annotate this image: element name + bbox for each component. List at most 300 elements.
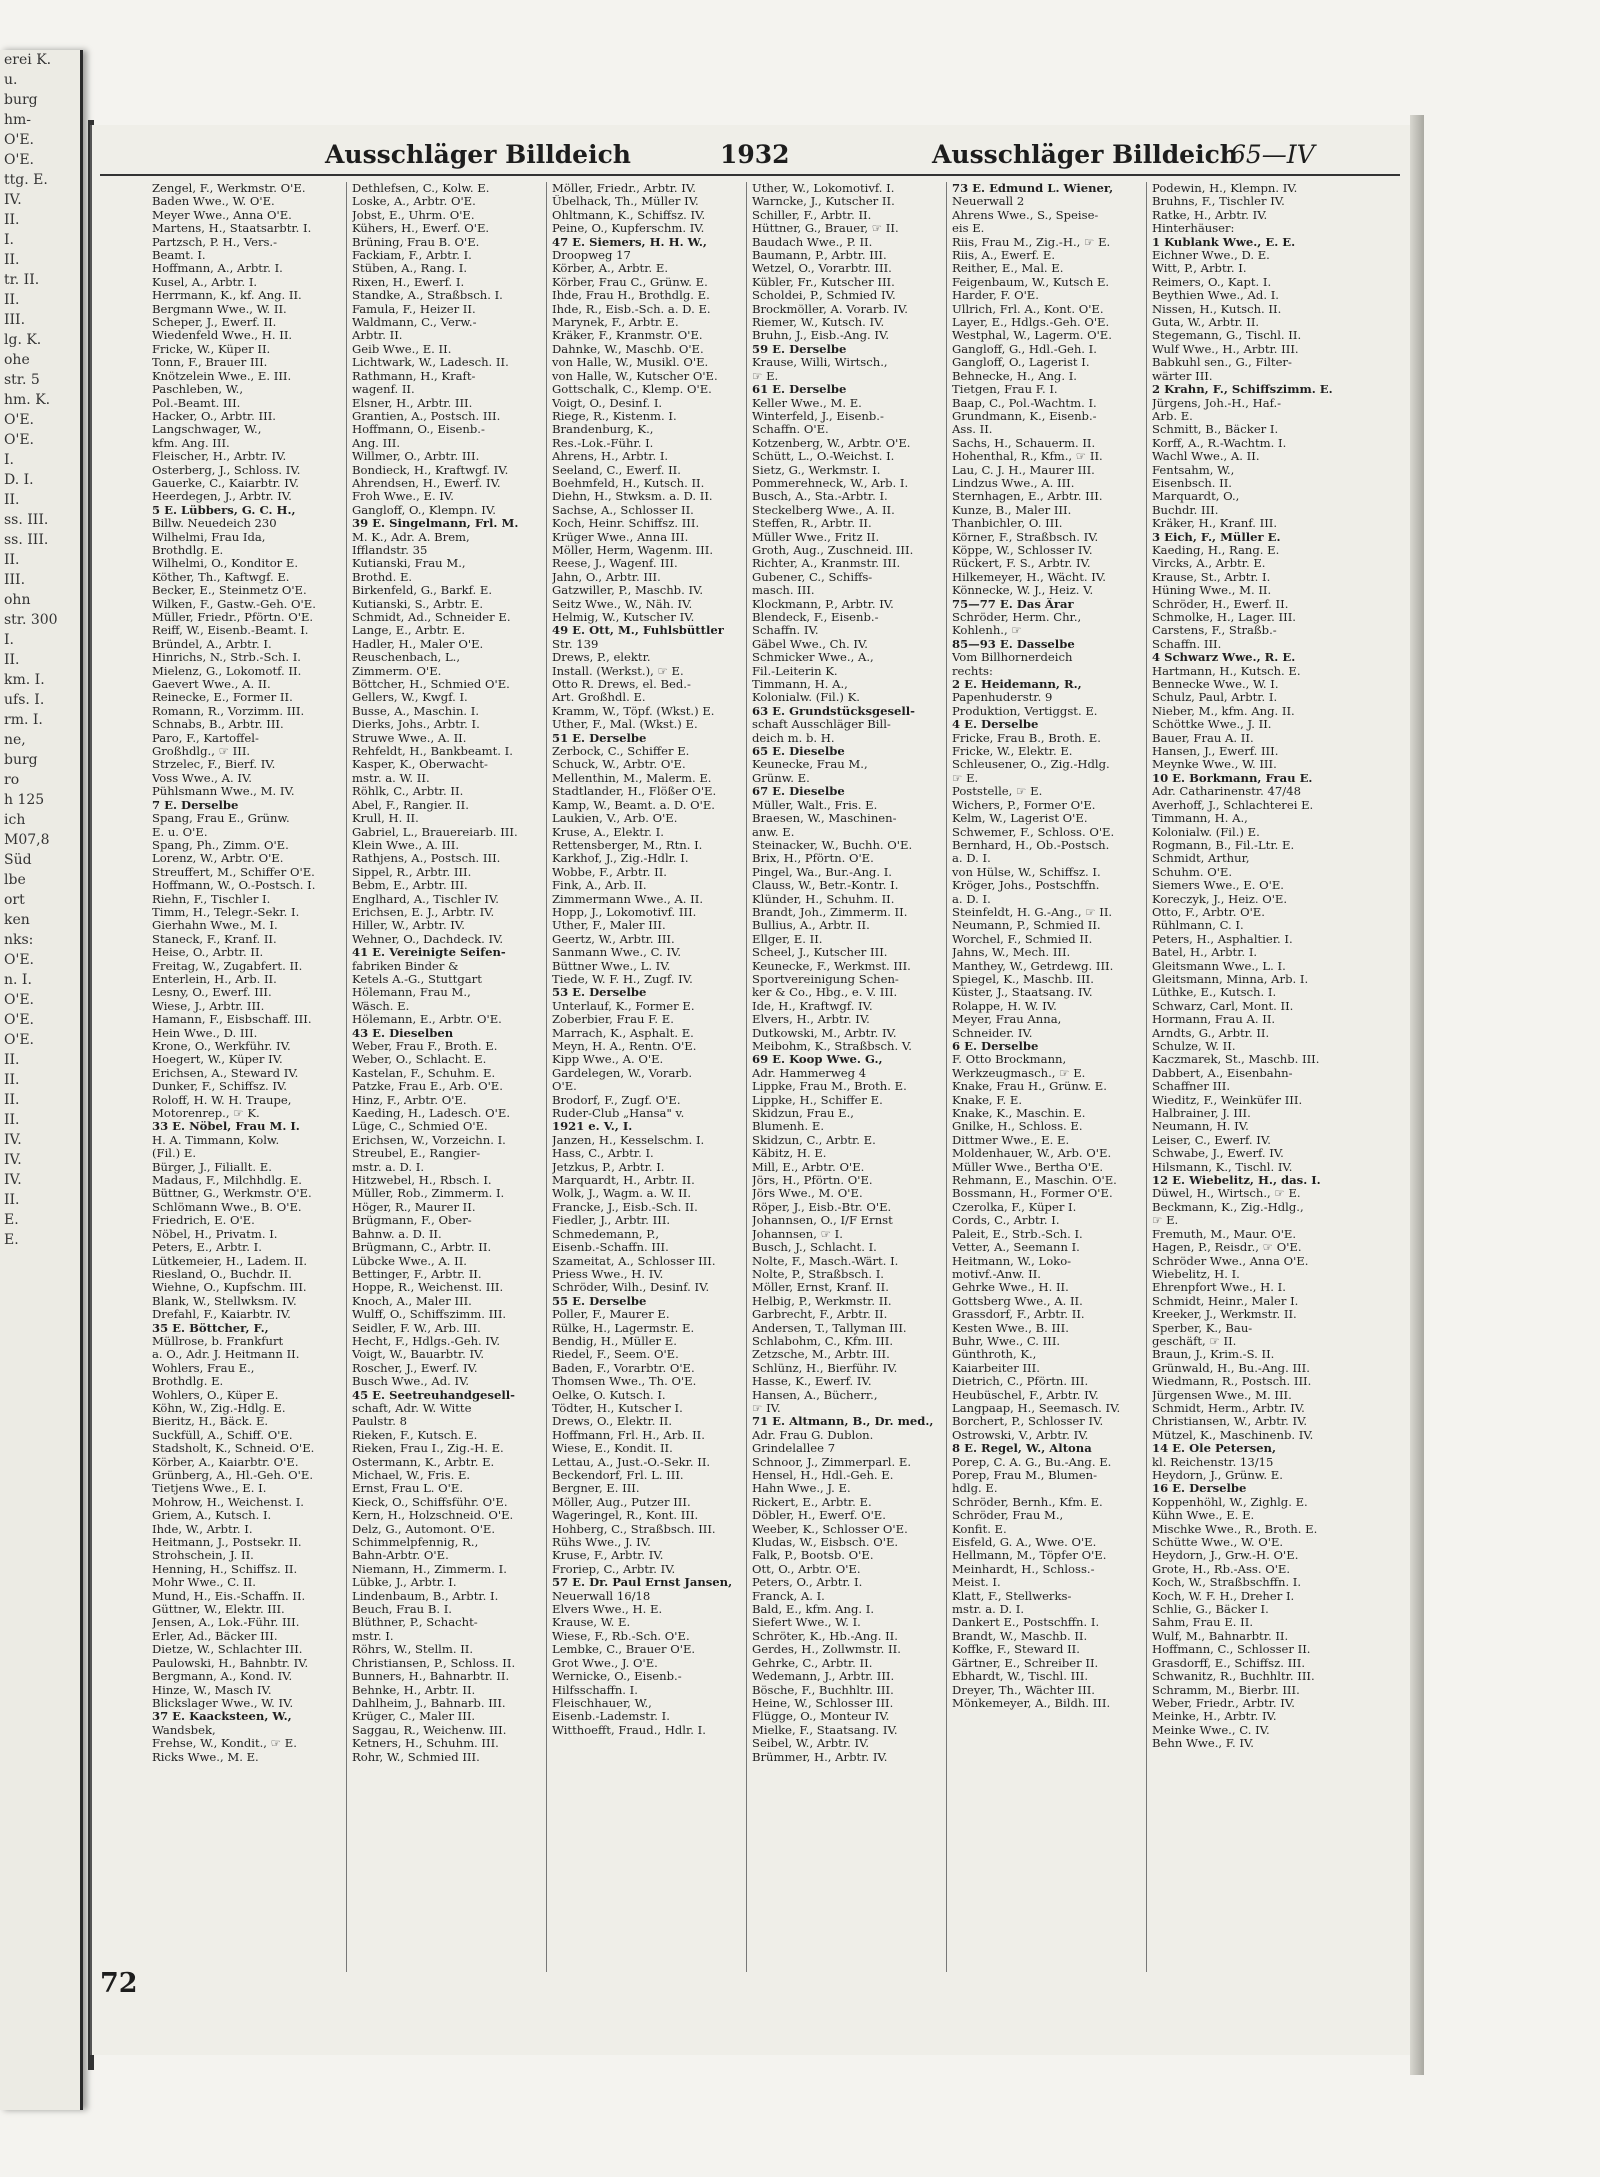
directory-entry: Nissen, H., Kutsch. II. bbox=[1152, 302, 1282, 316]
directory-entry: Scheel, J., Kutscher III. bbox=[752, 946, 888, 960]
directory-entry: Seidler, F. W., Arb. III. bbox=[352, 1321, 481, 1335]
previous-page-fragment: erei K. bbox=[4, 52, 52, 68]
directory-entry: Ketners, H., Schuhm. III. bbox=[352, 1737, 499, 1751]
previous-page-fragment: I. bbox=[4, 632, 14, 648]
directory-entry: Wandsbek, bbox=[152, 1723, 216, 1737]
directory-entry: Ide, H., Kraftwgf. IV. bbox=[752, 999, 873, 1013]
directory-entry: Wulf, M., Bahnarbtr. II. bbox=[1152, 1629, 1289, 1643]
directory-entry: 67 E. Dieselbe bbox=[752, 785, 845, 799]
directory-entry: Erler, Ad., Bäcker III. bbox=[152, 1629, 278, 1643]
directory-entry: Knake, F. E. bbox=[952, 1093, 1023, 1107]
previous-page-fragment: lbe bbox=[4, 872, 26, 888]
directory-entry: Klockmann, P., Arbtr. IV. bbox=[752, 597, 894, 611]
directory-entry: Uther, W., Lokomotivf. I. bbox=[752, 182, 895, 195]
directory-entry: Meinhardt, H., Schloss.- bbox=[952, 1562, 1095, 1576]
previous-page-fragment: IV. bbox=[4, 1132, 22, 1148]
directory-entry: Röhrs, W., Stellm. II. bbox=[352, 1643, 474, 1657]
directory-entry: Birkenfeld, G., Barkf. E. bbox=[352, 584, 493, 598]
directory-entry: Roscher, J., Ewerf. IV. bbox=[352, 1361, 478, 1375]
previous-page-fragment: ss. III. bbox=[4, 532, 49, 548]
directory-entry: Rühlmann, C. I. bbox=[1152, 919, 1244, 933]
directory-entry: Eisenb.-Schaffn. III. bbox=[552, 1241, 669, 1255]
directory-entry: anw. E. bbox=[752, 825, 795, 839]
directory-entry: Vetter, A., Seemann I. bbox=[952, 1241, 1080, 1255]
directory-entry: Jörs, H., Pförtn. O'E. bbox=[752, 1174, 873, 1188]
directory-entry: Gellers, W., Kwgf. I. bbox=[352, 691, 468, 705]
directory-entry: Romann, R., Vorzimm. III. bbox=[152, 704, 305, 718]
directory-entry: ☞ IV. bbox=[752, 1401, 781, 1415]
directory-entry: Reuschenbach, L., bbox=[352, 651, 461, 665]
directory-entry: Hilsmann, K., Tischl. IV. bbox=[1152, 1160, 1293, 1174]
directory-entry: Baden, F., Vorarbtr. O'E. bbox=[552, 1361, 695, 1375]
directory-entry: Priess Wwe., H. IV. bbox=[552, 1267, 664, 1281]
directory-entry: Drews, P., elektr. bbox=[552, 651, 651, 665]
directory-entry: Averhoff, J., Schlachterei E. bbox=[1152, 798, 1314, 812]
directory-entry: Boehmfeld, H., Kutsch. II. bbox=[552, 476, 705, 490]
directory-entry: Bunners, H., Bahnarbtr. II. bbox=[352, 1670, 510, 1684]
directory-entry: Köppe, W., Schlosser IV. bbox=[952, 543, 1093, 557]
directory-entry: Nolte, P., Straßbsch. I. bbox=[752, 1267, 884, 1281]
directory-entry: Mönkemeyer, A., Bildh. III. bbox=[952, 1696, 1111, 1710]
directory-entry: Kräker, F., Kranmstr. O'E. bbox=[552, 329, 703, 343]
directory-entry: Enterlein, H., Arb. II. bbox=[152, 972, 277, 986]
directory-entry: 7 E. Derselbe bbox=[152, 798, 239, 812]
directory-entry: Bürger, J., Filiallt. E. bbox=[152, 1160, 272, 1174]
previous-page-fragment: O'E. bbox=[4, 952, 34, 968]
directory-entry: Brothdlg. E. bbox=[152, 543, 224, 557]
directory-entry: Elvers, H., Arbtr. IV. bbox=[752, 1013, 870, 1027]
directory-entry: kfm. Ang. III. bbox=[152, 436, 230, 450]
previous-page-fragment: O'E. bbox=[4, 412, 34, 428]
header-street-right: Ausschläger Billdeich bbox=[932, 140, 1238, 169]
directory-entry: Schlie, G., Bäcker I. bbox=[1152, 1603, 1269, 1617]
directory-entry: Porep, Frau M., Blumen- bbox=[952, 1469, 1098, 1482]
directory-entry: Streuffert, M., Schiffer O'E. bbox=[152, 865, 315, 879]
directory-entry: Ullrich, Frl. A., Kont. O'E. bbox=[952, 302, 1104, 316]
directory-entry: Michael, W., Fris. E. bbox=[352, 1469, 471, 1482]
directory-entry: Warncke, J., Kutscher II. bbox=[752, 195, 895, 209]
directory-entry: Köther, Th., Kaftwgf. E. bbox=[152, 570, 290, 584]
directory-entry: Gärtner, E., Schreiber II. bbox=[952, 1656, 1099, 1670]
directory-entry: Kaczmarek, St., Maschb. III. bbox=[1152, 1053, 1320, 1067]
directory-entry: Thanbichler, O. III. bbox=[952, 517, 1063, 531]
directory-entry: Brix, H., Pförtn. O'E. bbox=[752, 852, 874, 866]
directory-entry: Lüthke, E., Kutsch. I. bbox=[1152, 986, 1277, 1000]
directory-entry: rechts: bbox=[952, 664, 993, 678]
directory-column-4 bbox=[752, 182, 940, 1972]
directory-entry: Rogmann, B., Fil.-Ltr. E. bbox=[1152, 838, 1295, 852]
previous-page-fragment: n. I. bbox=[4, 972, 32, 988]
directory-entry: Schaffn. III. bbox=[1152, 637, 1222, 651]
directory-entry: Dahnke, W., Maschb. O'E. bbox=[552, 342, 704, 356]
directory-entry: Marquardt, O., bbox=[1152, 490, 1240, 504]
directory-entry: Paleit, E., Strb.-Sch. I. bbox=[952, 1227, 1083, 1241]
directory-entry: Lau, C. J. H., Maurer III. bbox=[952, 463, 1095, 477]
directory-entry: Körber, A., Arbtr. E. bbox=[552, 262, 669, 276]
directory-entry: Bösche, F., Buchhltr. III. bbox=[752, 1683, 894, 1697]
page-right-edge bbox=[1410, 115, 1424, 2075]
directory-entry: Schimmelpfennig, R., bbox=[352, 1536, 479, 1550]
directory-entry: Peters, H., Asphaltier. I. bbox=[1152, 932, 1293, 946]
directory-entry: Delz, G., Automont. O'E. bbox=[352, 1522, 496, 1536]
directory-entry: Rülke, H., Lagermstr. E. bbox=[552, 1321, 695, 1335]
directory-entry: Gnilke, H., Schloss. E. bbox=[952, 1120, 1083, 1134]
directory-column-6 bbox=[1152, 182, 1340, 1972]
previous-page-fragment: ohe bbox=[4, 352, 30, 368]
directory-entry: Riesland, O., Buchdr. II. bbox=[152, 1267, 292, 1281]
directory-entry: Hartmann, H., Kutsch. E. bbox=[1152, 664, 1301, 678]
directory-entry: Hinze, W., Masch IV. bbox=[152, 1683, 272, 1697]
directory-entry: Poller, F., Maurer E. bbox=[552, 1308, 670, 1322]
directory-entry: Peine, O., Kupferschm. IV. bbox=[552, 222, 705, 236]
previous-page-fragment: II. bbox=[4, 492, 20, 508]
directory-entry: Beuch, Frau B. I. bbox=[352, 1603, 452, 1617]
directory-entry: Schneider. IV. bbox=[952, 1026, 1033, 1040]
directory-entry: Rohr, W., Schmied III. bbox=[352, 1750, 480, 1764]
directory-entry: Kaeding, H., Rang. E. bbox=[1152, 543, 1280, 557]
directory-entry: Langpaap, H., Seemasch. IV. bbox=[952, 1401, 1121, 1415]
previous-page-fragment: ufs. I. bbox=[4, 692, 45, 708]
directory-entry: Sportvereinigung Schen- bbox=[752, 972, 899, 986]
directory-entry: Ihde, Frau H., Brothdlg. E. bbox=[552, 289, 710, 303]
previous-page-fragment: ro bbox=[4, 772, 20, 788]
directory-entry: Tietjens Wwe., E. I. bbox=[152, 1482, 267, 1496]
directory-entry: a. D. I. bbox=[952, 892, 991, 906]
previous-page-fragment: I. bbox=[4, 452, 14, 468]
directory-entry: Zerbock, C., Schiffer E. bbox=[552, 745, 690, 759]
directory-entry: Klatt, F., Stellwerks- bbox=[952, 1589, 1072, 1603]
directory-entry: Patzke, Frau E., Arb. O'E. bbox=[352, 1080, 503, 1094]
directory-entry: Francke, J., Eisb.-Sch. II. bbox=[552, 1200, 698, 1214]
previous-page-fragment: II. bbox=[4, 1112, 20, 1128]
directory-entry: Heise, O., Arbtr. II. bbox=[152, 946, 264, 960]
directory-entry: ☞ E. bbox=[752, 369, 779, 383]
previous-page-fragment: burg bbox=[4, 752, 38, 768]
directory-entry: Ihde, W., Arbtr. I. bbox=[152, 1522, 253, 1536]
directory-entry: Tiede, W. F. H., Zugf. IV. bbox=[552, 972, 693, 986]
directory-entry: Diehn, H., Stwksm. a. D. II. bbox=[552, 490, 713, 504]
column-divider bbox=[946, 182, 947, 1972]
directory-entry: Fackiam, F., Arbtr. I. bbox=[352, 249, 472, 263]
directory-entry: Moldenhauer, W., Arb. O'E. bbox=[952, 1147, 1112, 1161]
directory-entry: Kübler, Fr., Kutscher III. bbox=[752, 275, 895, 289]
directory-entry: Kelm, W., Lagerist O'E. bbox=[952, 812, 1088, 826]
directory-entry: Str. 139 bbox=[552, 637, 599, 651]
directory-entry: Schmidt, Arthur, bbox=[1152, 852, 1250, 866]
directory-entry: Christiansen, P., Schloss. II. bbox=[352, 1656, 516, 1670]
directory-entry: 12 E. Wiebelitz, H., das. I. bbox=[1152, 1174, 1321, 1188]
directory-entry: Flügge, O., Monteur IV. bbox=[752, 1710, 890, 1724]
previous-page-fragment: IV. bbox=[4, 1152, 22, 1168]
directory-entry: Lippke, H., Schiffer E. bbox=[752, 1093, 883, 1107]
directory-entry: Gangloff, O., Lagerist I. bbox=[952, 356, 1090, 370]
directory-entry: 47 E. Siemers, H. H. W., bbox=[552, 235, 707, 249]
directory-entry: Hacker, O., Arbtr. III. bbox=[152, 409, 276, 423]
directory-entry: Wäsch. E. bbox=[352, 999, 410, 1013]
directory-entry: Brümmer, H., Arbtr. IV. bbox=[752, 1750, 888, 1764]
directory-entry: Mielenz, G., Lokomotf. II. bbox=[152, 664, 302, 678]
directory-entry: Kunze, B., Maler III. bbox=[952, 503, 1072, 517]
directory-entry: Leiser, C., Ewerf. IV. bbox=[1152, 1133, 1271, 1147]
directory-entry: Steinacker, W., Buchh. O'E. bbox=[752, 838, 913, 852]
directory-entry: Rettensberger, M., Rtn. I. bbox=[552, 838, 703, 852]
directory-entry: Neuerwall 2 bbox=[952, 195, 1025, 209]
directory-entry: Ihde, R., Eisb.-Sch. a. D. E. bbox=[552, 302, 711, 316]
directory-entry: Ahrens Wwe., S., Speise- bbox=[952, 208, 1099, 222]
directory-entry: Ratke, H., Arbtr. IV. bbox=[1152, 208, 1268, 222]
directory-column-5 bbox=[952, 182, 1140, 1972]
directory-entry: Kastelan, F., Schuhm. E. bbox=[352, 1066, 496, 1080]
directory-entry: Arndts, G., Arbtr. II. bbox=[1152, 1026, 1270, 1040]
directory-entry: Seeland, C., Ewerf. II. bbox=[552, 463, 681, 477]
directory-entry: Erichsen, W., Vorzeichn. I. bbox=[352, 1133, 506, 1147]
directory-entry: Johannsen, ☞ I. bbox=[752, 1227, 843, 1241]
previous-page-fragment: M07,8 bbox=[4, 832, 50, 848]
directory-entry: Manthey, W., Getrdewg. III. bbox=[952, 959, 1114, 973]
directory-entry: Gehrke, C., Arbtr. II. bbox=[752, 1656, 873, 1670]
previous-page-fragment: ne, bbox=[4, 732, 26, 748]
previous-page-fragment: tr. II. bbox=[4, 272, 40, 288]
directory-entry: Neumann, H. IV. bbox=[1152, 1120, 1249, 1134]
directory-entry: Kasper, K., Oberwacht- bbox=[352, 758, 488, 772]
directory-entry: Harder, F. O'E. bbox=[952, 289, 1039, 303]
directory-entry: Grindelallee 7 bbox=[752, 1442, 836, 1456]
directory-entry: Brothd. E. bbox=[352, 570, 413, 584]
directory-entry: Jahn, O., Arbtr. III. bbox=[552, 570, 661, 584]
directory-entry: Kräker, H., Kranf. III. bbox=[1152, 517, 1278, 531]
previous-page-fragment: E. bbox=[4, 1232, 19, 1248]
directory-entry: Gehrke Wwe., H. II. bbox=[952, 1281, 1069, 1295]
directory-entry: Bruhns, F., Tischler IV. bbox=[1152, 195, 1285, 209]
directory-entry: Gardelegen, W., Vorarb. bbox=[552, 1066, 693, 1080]
directory-entry: Fricke, Frau B., Broth. E. bbox=[952, 731, 1101, 745]
directory-entry: Eisenb.-Lademstr. I. bbox=[552, 1710, 670, 1724]
directory-entry: 63 E. Grundstücksgesell- bbox=[752, 704, 915, 718]
column-divider bbox=[1146, 182, 1147, 1972]
directory-entry: 71 E. Altmann, B., Dr. med., bbox=[752, 1415, 934, 1429]
directory-entry: Lübcke Wwe., A. II. bbox=[352, 1254, 467, 1268]
directory-entry: 49 E. Ott, M., Fuhlsbüttler bbox=[552, 624, 724, 638]
directory-entry: Westphal, W., Lagerm. O'E. bbox=[952, 329, 1112, 343]
directory-entry: Abel, F., Rangier. II. bbox=[352, 798, 469, 812]
directory-entry: Gäbel Wwe., Ch. IV. bbox=[752, 637, 868, 651]
directory-entry: Uther, F., Maler III. bbox=[552, 919, 666, 933]
directory-entry: Roloff, H. W. H. Traupe, bbox=[152, 1093, 292, 1107]
previous-page-fragment: str. 300 bbox=[4, 612, 58, 628]
directory-entry: Grantien, A., Postsch. III. bbox=[352, 409, 501, 423]
directory-entry: Möller, Ernst, Kranf. II. bbox=[752, 1281, 889, 1295]
directory-entry: Jensen, A., Lok.-Führ. III. bbox=[152, 1616, 300, 1630]
directory-entry: 35 E. Böttcher, F., bbox=[152, 1321, 269, 1335]
directory-entry: mstr. a. W. II. bbox=[352, 771, 430, 785]
directory-entry: Lütkemeier, H., Ladem. II. bbox=[152, 1254, 308, 1268]
directory-entry: Layer, E., Hdlgs.-Geh. O'E. bbox=[952, 316, 1110, 330]
directory-column-3 bbox=[552, 182, 740, 1972]
previous-page-fragment: II. bbox=[4, 292, 20, 308]
directory-entry: Wageringel, R., Kont. III. bbox=[552, 1509, 699, 1523]
directory-entry: Weber, Friedr., Arbtr. IV. bbox=[1152, 1696, 1295, 1710]
directory-entry: F. Otto Brockmann, bbox=[952, 1053, 1067, 1067]
directory-entry: Feigenbaum, W., Kutsch E. bbox=[952, 275, 1110, 289]
directory-entry: Saggau, R., Weichenw. III. bbox=[352, 1723, 507, 1737]
directory-entry: Schnabs, B., Arbtr. III. bbox=[152, 718, 284, 732]
directory-entry: 39 E. Singelmann, Frl. M. bbox=[352, 517, 519, 531]
directory-entry: 57 E. Dr. Paul Ernst Jansen, bbox=[552, 1576, 733, 1590]
directory-entry: Uther, F., Mal. (Wkst.) E. bbox=[552, 718, 698, 732]
directory-entry: Keunecke, F., Werkmst. III. bbox=[752, 959, 911, 973]
directory-entry: Laukien, V., Arb. O'E. bbox=[552, 812, 678, 826]
directory-entry: Brodorf, F., Zugf. O'E. bbox=[552, 1093, 681, 1107]
directory-entry: Grünberg, A., Hl.-Geh. O'E. bbox=[152, 1469, 314, 1482]
directory-entry: Erichsen, E. J., Arbtr. IV. bbox=[352, 905, 495, 919]
directory-entry: Install. (Werkst.), ☞ E. bbox=[552, 664, 684, 678]
directory-entry: Schiller, F., Arbtr. II. bbox=[752, 208, 872, 222]
directory-entry: Dahlheim, J., Bahnarb. III. bbox=[352, 1696, 506, 1710]
directory-entry: Schröter, K., Hb.-Ang. II. bbox=[752, 1629, 898, 1643]
header-rule bbox=[100, 174, 1400, 176]
directory-entry: Hein Wwe., D. III. bbox=[152, 1026, 258, 1040]
directory-entry: Willmer, O., Arbtr. III. bbox=[352, 450, 480, 464]
directory-entry: Hecht, F., Hdlgs.-Geh. IV. bbox=[352, 1334, 501, 1348]
directory-entry: 4 Schwarz Wwe., R. E. bbox=[1152, 651, 1296, 665]
directory-entry: Ang. III. bbox=[352, 436, 401, 450]
directory-entry: Janzen, H., Kesselschm. I. bbox=[552, 1133, 705, 1147]
directory-entry: Kotzenberg, W., Arbtr. O'E. bbox=[752, 436, 911, 450]
directory-entry: Peters, E., Arbtr. I. bbox=[152, 1241, 262, 1255]
directory-entry: Knoch, A., Maler III. bbox=[352, 1294, 472, 1308]
directory-entry: Friedrich, E. O'E. bbox=[152, 1214, 255, 1228]
directory-entry: Strzelec, F., Bierf. IV. bbox=[152, 758, 276, 772]
directory-entry: Schmidt, Heinr., Maler I. bbox=[1152, 1294, 1299, 1308]
directory-entry: Elvers Wwe., H. E. bbox=[552, 1603, 663, 1617]
directory-entry: Gatzwiller, P., Maschb. IV. bbox=[552, 584, 704, 598]
directory-entry: Poststelle, ☞ E. bbox=[952, 785, 1043, 799]
directory-entry: Schramm, M., Bierbr. III. bbox=[1152, 1683, 1300, 1697]
directory-entry: Werkzeugmasch., ☞ E. bbox=[952, 1066, 1086, 1080]
directory-entry: Dunker, F., Schiffsz. IV. bbox=[152, 1080, 287, 1094]
directory-entry: Schmidt, Ad., Schneider E. bbox=[352, 611, 511, 624]
directory-entry: Nieber, M., kfm. Ang. II. bbox=[1152, 704, 1295, 718]
directory-entry: 1 Kublank Wwe., E. E. bbox=[1152, 235, 1296, 249]
directory-entry: Dietze, W., Schlachter III. bbox=[152, 1643, 303, 1657]
directory-entry: Fleischer, H., Arbtr. IV. bbox=[152, 450, 287, 464]
directory-entry: Billw. Neuedeich 230 bbox=[152, 517, 277, 531]
directory-entry: Brothdlg. E. bbox=[152, 1375, 224, 1389]
column-divider bbox=[746, 182, 747, 1972]
previous-page-fragment: IV. bbox=[4, 1172, 22, 1188]
directory-entry: Hinterhäuser: bbox=[1152, 222, 1235, 236]
previous-page-fragment: ttg. E. bbox=[4, 172, 48, 188]
directory-entry: Kipp Wwe., A. O'E. bbox=[552, 1053, 664, 1067]
directory-entry: Falk, P., Bootsb. O'E. bbox=[752, 1549, 874, 1563]
directory-entry: Pühlsmann Wwe., M. IV. bbox=[152, 785, 295, 799]
directory-entry: Hagen, P., Reisdr., ☞ O'E. bbox=[1152, 1241, 1302, 1255]
directory-entry: Zimmermann Wwe., A. II. bbox=[552, 892, 704, 906]
directory-entry: Dietrich, C., Pförtn. III. bbox=[952, 1375, 1089, 1389]
previous-page-fragment: ort bbox=[4, 892, 25, 908]
directory-entry: motivf.-Anw. II. bbox=[952, 1267, 1041, 1281]
directory-entry: Brüning, Frau B. O'E. bbox=[352, 235, 480, 249]
directory-entry: 53 E. Derselbe bbox=[552, 986, 647, 1000]
directory-entry: Möller, Friedr., Arbtr. IV. bbox=[552, 182, 696, 195]
directory-entry: Papenhuderstr. 9 bbox=[952, 691, 1053, 705]
directory-entry: Käbitz, H. E. bbox=[752, 1147, 827, 1161]
directory-entry: Hellmann, M., Töpfer O'E. bbox=[952, 1549, 1107, 1563]
directory-entry: Braesen, W., Maschinen- bbox=[752, 812, 897, 826]
directory-entry: Müller, Friedr., Pförtn. O'E. bbox=[152, 611, 314, 624]
directory-entry: Karkhof, J., Zig.-Hdlr. I. bbox=[552, 852, 689, 866]
directory-entry: Grünw. E. bbox=[752, 771, 810, 785]
directory-entry: Reimers, O., Kapt. I. bbox=[1152, 275, 1272, 289]
directory-entry: Wiese, J., Arbtr. III. bbox=[152, 999, 265, 1013]
directory-entry: 1921 e. V., I. bbox=[552, 1120, 633, 1134]
directory-entry: Adr. Hammerweg 4 bbox=[752, 1066, 867, 1080]
directory-entry: 16 E. Derselbe bbox=[1152, 1482, 1247, 1496]
directory-entry: Röhlk, C., Arbtr. II. bbox=[352, 785, 464, 799]
directory-entry: Gangloff, G., Hdl.-Geh. I. bbox=[952, 342, 1097, 356]
directory-entry: Sperber, K., Bau- bbox=[1152, 1321, 1253, 1335]
directory-entry: Halbrainer, J. III. bbox=[1152, 1107, 1251, 1121]
directory-entry: Baden Wwe., W. O'E. bbox=[152, 195, 275, 209]
directory-entry: Brandenburg, K., bbox=[552, 423, 654, 437]
directory-entry: Beckendorf, Frl. L. III. bbox=[552, 1469, 684, 1482]
previous-page-fragment: II. bbox=[4, 552, 20, 568]
directory-entry: Hinz, F., Arbtr. O'E. bbox=[352, 1093, 467, 1107]
previous-page-fragment: rm. I. bbox=[4, 712, 43, 728]
directory-entry: Hoffmann, Frl. H., Arb. II. bbox=[552, 1428, 705, 1442]
directory-entry: Mischke Wwe., R., Broth. E. bbox=[1152, 1522, 1318, 1536]
directory-entry: Hohenthal, R., Kfm., ☞ II. bbox=[952, 450, 1103, 464]
directory-entry: Geib Wwe., E. II. bbox=[352, 342, 452, 356]
directory-entry: 2 E. Heidemann, R., bbox=[952, 678, 1082, 692]
directory-entry: Mützel, K., Maschinenb. IV. bbox=[1152, 1428, 1314, 1442]
directory-entry: Kutianski, S., Arbtr. E. bbox=[352, 597, 484, 611]
directory-entry: Busch, A., Sta.-Arbtr. I. bbox=[752, 490, 888, 504]
directory-entry: Böttcher, H., Schmied O'E. bbox=[352, 678, 510, 692]
directory-entry: Wiehne, O., Kupfschm. III. bbox=[152, 1281, 307, 1295]
directory-entry: Lettau, A., Just.-O.-Sekr. II. bbox=[552, 1455, 711, 1469]
directory-entry: Art. Großhdl. E. bbox=[552, 691, 646, 705]
directory-entry: Witthoefft, Fraud., Hdlr. I. bbox=[552, 1723, 706, 1737]
directory-entry: (Fil.) E. bbox=[152, 1147, 197, 1161]
directory-entry: Witt, P., Arbtr. I. bbox=[1152, 262, 1247, 276]
directory-entry: Madaus, F., Milchhdlg. E. bbox=[152, 1174, 302, 1188]
directory-entry: Lindzus Wwe., A. III. bbox=[952, 476, 1075, 490]
directory-entry: Knake, Frau H., Grünw. E. bbox=[952, 1080, 1107, 1094]
directory-entry: Bullius, A., Arbtr. II. bbox=[752, 919, 870, 933]
directory-entry: Motorenrep., ☞ K. bbox=[152, 1107, 260, 1121]
directory-entry: Günthroth, K., bbox=[952, 1348, 1037, 1362]
directory-entry: Behnecke, H., Ang. I. bbox=[952, 369, 1077, 383]
directory-entry: Heubüschel, F., Arbtr. IV. bbox=[952, 1388, 1099, 1402]
directory-entry: Fleischhauer, W., bbox=[552, 1696, 652, 1710]
previous-page-fragment: IV. bbox=[4, 192, 22, 208]
directory-entry: Englhard, A., Tischler IV. bbox=[352, 892, 499, 906]
page-header bbox=[230, 140, 1340, 172]
directory-entry: Bettinger, F., Arbtr. II. bbox=[352, 1267, 482, 1281]
directory-entry: Keunecke, Frau M., bbox=[752, 758, 868, 772]
directory-entry: Waldmann, C., Verw.- bbox=[352, 316, 477, 330]
directory-entry: Kamp, W., Beamt. a. D. O'E. bbox=[552, 798, 715, 812]
directory-entry: Frehse, W., Kondit., ☞ E. bbox=[152, 1737, 297, 1751]
directory-entry: wärter III. bbox=[1152, 369, 1213, 383]
previous-page-fragment: O'E. bbox=[4, 432, 34, 448]
directory-entry: Hensel, H., Hdl.-Geh. E. bbox=[752, 1469, 894, 1482]
directory-entry: Worchel, F., Schmied II. bbox=[952, 932, 1093, 946]
directory-entry: Sietz, G., Werkmstr. I. bbox=[752, 463, 881, 477]
directory-entry: Osterberg, J., Schloss. IV. bbox=[152, 463, 301, 477]
directory-entry: Fink, A., Arb. II. bbox=[552, 879, 647, 893]
